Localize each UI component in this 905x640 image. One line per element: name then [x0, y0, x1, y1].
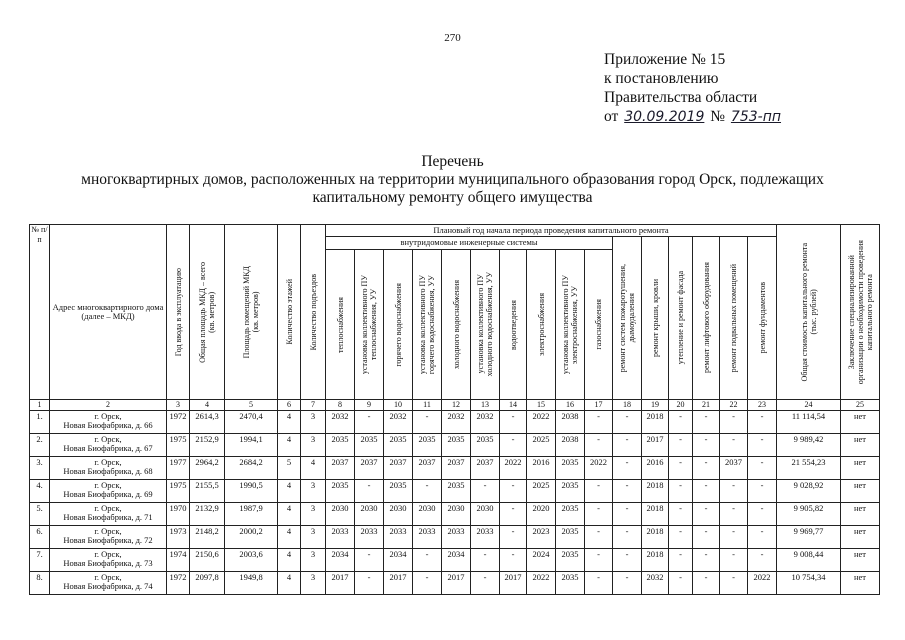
work-year-cell: -: [413, 479, 442, 502]
work-year-cell: -: [693, 433, 720, 456]
row-number-cell: 5.: [30, 502, 50, 525]
work-year-cell: -: [693, 479, 720, 502]
document-title: [60, 153, 845, 207]
work-year-cell: 2037: [471, 456, 500, 479]
entrances-cell: 4: [301, 456, 326, 479]
header-col-19: ремонт крыши, кровли: [642, 237, 669, 400]
header-address: Адрес многоквартирного дома (далее – МКД): [50, 225, 167, 400]
header-col-14: водоотведения: [500, 250, 527, 400]
cost-cell: 9 008,44: [777, 548, 841, 571]
appendix-block: [604, 50, 884, 127]
column-number-row: [30, 400, 880, 411]
floors-cell: 4: [278, 571, 301, 594]
work-year-cell: -: [669, 502, 693, 525]
header-floors: Количество этажей: [278, 225, 301, 400]
work-year-cell: 2016: [642, 456, 669, 479]
work-year-cell: -: [413, 571, 442, 594]
work-year-cell: -: [585, 502, 613, 525]
handwritten-date: 30.09.2019: [624, 109, 705, 125]
appendix-line-1: Приложение № 15: [604, 51, 726, 68]
work-year-cell: -: [720, 410, 748, 433]
cost-cell: 9 905,82: [777, 502, 841, 525]
work-year-cell: -: [613, 433, 642, 456]
work-year-cell: 2017: [442, 571, 471, 594]
work-year-cell: 2034: [384, 548, 413, 571]
work-year-cell: 2018: [642, 548, 669, 571]
header-year: Год ввода в эксплуатацию: [167, 225, 190, 400]
work-year-cell: -: [748, 525, 777, 548]
work-year-cell: -: [355, 571, 384, 594]
work-year-cell: 2022: [527, 571, 556, 594]
address-city: г. Орск,: [94, 479, 122, 490]
table-row: [30, 548, 880, 571]
work-year-cell: -: [669, 456, 693, 479]
work-year-cell: -: [613, 456, 642, 479]
work-year-cell: 2032: [384, 410, 413, 433]
work-year-cell: 2022: [748, 571, 777, 594]
work-year-cell: -: [471, 548, 500, 571]
work-year-cell: -: [748, 410, 777, 433]
column-number-cell: 9: [355, 400, 384, 411]
work-year-cell: 2035: [556, 548, 585, 571]
header-col-15: электроснабжения: [527, 250, 556, 400]
work-year-cell: 2018: [642, 525, 669, 548]
column-number-cell: 22: [720, 400, 748, 411]
work-year-cell: 2018: [642, 502, 669, 525]
work-year-cell: -: [669, 548, 693, 571]
work-year-cell: 2035: [413, 433, 442, 456]
header-col-22: ремонт подвальных помещений: [720, 237, 748, 400]
column-number-cell: 16: [556, 400, 585, 411]
work-year-cell: 2022: [500, 456, 527, 479]
work-year-cell: -: [471, 479, 500, 502]
year-cell: 1972: [167, 410, 190, 433]
work-year-cell: 2017: [642, 433, 669, 456]
header-col-12: холодного водоснабжения: [442, 250, 471, 400]
address-cell: [50, 456, 167, 479]
title-line-2: многоквартирных домов, расположенных на территории муниципального образования город Орск, подлежащих: [81, 171, 824, 188]
address-city: г. Орск,: [94, 525, 122, 536]
work-year-cell: 2035: [326, 433, 355, 456]
work-year-cell: 2034: [442, 548, 471, 571]
premises-area-cell: 2684,2: [225, 456, 278, 479]
column-number-cell: 11: [413, 400, 442, 411]
area-cell: 2152,9: [190, 433, 225, 456]
area-cell: 2150,6: [190, 548, 225, 571]
work-year-cell: 2038: [556, 433, 585, 456]
year-cell: 1974: [167, 548, 190, 571]
header-col-23: ремонт фундаментов: [748, 237, 777, 400]
header-col-11: установка коллективного ПУ горячего водоснабжения, УУ: [413, 250, 442, 400]
number-prefix: №: [710, 108, 726, 125]
work-year-cell: -: [613, 525, 642, 548]
table-row: [30, 479, 880, 502]
work-year-cell: -: [500, 433, 527, 456]
conclusion-cell: нет: [841, 456, 880, 479]
work-year-cell: -: [669, 525, 693, 548]
work-year-cell: -: [500, 548, 527, 571]
work-year-cell: -: [471, 571, 500, 594]
cost-cell: 9 969,77: [777, 525, 841, 548]
work-year-cell: 2025: [527, 479, 556, 502]
header-entrances: Количество подъездов: [301, 225, 326, 400]
work-year-cell: -: [720, 502, 748, 525]
premises-area-cell: 2000,2: [225, 525, 278, 548]
work-year-cell: 2035: [355, 433, 384, 456]
column-number-cell: 12: [442, 400, 471, 411]
work-year-cell: 2035: [471, 433, 500, 456]
column-number-cell: 15: [527, 400, 556, 411]
cost-cell: 9 989,42: [777, 433, 841, 456]
work-year-cell: -: [585, 571, 613, 594]
entrances-cell: 3: [301, 548, 326, 571]
work-year-cell: 2035: [326, 479, 355, 502]
work-year-cell: 2034: [326, 548, 355, 571]
appendix-line-3: Правительства области: [604, 89, 758, 106]
year-cell: 1973: [167, 525, 190, 548]
column-number-cell: 2: [50, 400, 167, 411]
table-body: [30, 410, 880, 594]
work-year-cell: 2022: [527, 410, 556, 433]
column-number-cell: 21: [693, 400, 720, 411]
work-year-cell: 2030: [355, 502, 384, 525]
address-street: Новая Биофабрика, д. 68: [63, 466, 153, 476]
work-year-cell: -: [585, 479, 613, 502]
work-year-cell: 2024: [527, 548, 556, 571]
column-number-cell: 14: [500, 400, 527, 411]
work-year-cell: -: [585, 410, 613, 433]
premises-area-cell: 1949,8: [225, 571, 278, 594]
address-cell: [50, 433, 167, 456]
conclusion-cell: нет: [841, 502, 880, 525]
column-number-cell: 7: [301, 400, 326, 411]
register-table: [29, 224, 880, 595]
work-year-cell: -: [693, 456, 720, 479]
work-year-cell: 2030: [384, 502, 413, 525]
address-city: г. Орск,: [94, 502, 122, 513]
row-number-cell: 1.: [30, 410, 50, 433]
header-area: Общая площадь МКД – всего (кв. метров): [190, 225, 225, 400]
work-year-cell: -: [355, 410, 384, 433]
address-city: г. Орск,: [94, 548, 122, 559]
work-year-cell: -: [748, 433, 777, 456]
address-street: Новая Биофабрика, д. 72: [63, 535, 153, 545]
work-year-cell: 2030: [413, 502, 442, 525]
area-cell: 2155,5: [190, 479, 225, 502]
work-year-cell: -: [748, 479, 777, 502]
work-year-cell: 2032: [442, 410, 471, 433]
premises-area-cell: 1990,5: [225, 479, 278, 502]
cost-cell: 11 114,54: [777, 410, 841, 433]
column-number-cell: 23: [748, 400, 777, 411]
work-year-cell: 2035: [556, 502, 585, 525]
conclusion-cell: нет: [841, 433, 880, 456]
work-year-cell: -: [613, 571, 642, 594]
work-year-cell: -: [613, 410, 642, 433]
address-street: Новая Биофабрика, д. 69: [63, 489, 153, 499]
work-year-cell: 2030: [471, 502, 500, 525]
entrances-cell: 3: [301, 571, 326, 594]
header-col-20: утепление и ремонт фасада: [669, 237, 693, 400]
work-year-cell: -: [669, 571, 693, 594]
premises-area-cell: 2003,6: [225, 548, 278, 571]
work-year-cell: 2033: [384, 525, 413, 548]
work-year-cell: -: [720, 571, 748, 594]
work-year-cell: 2037: [413, 456, 442, 479]
work-year-cell: 2037: [384, 456, 413, 479]
header-premises: Площадь помещений МКД (кв. метров): [225, 225, 278, 400]
address-cell: [50, 410, 167, 433]
table-row: [30, 433, 880, 456]
handwritten-number: 753-пп: [730, 109, 782, 125]
work-year-cell: 2035: [556, 456, 585, 479]
table-row: [30, 410, 880, 433]
area-cell: 2097,8: [190, 571, 225, 594]
header-num: № п/п: [30, 225, 50, 400]
column-number-cell: 8: [326, 400, 355, 411]
header-col-8: теплоснабжения: [326, 250, 355, 400]
area-cell: 2132,9: [190, 502, 225, 525]
work-year-cell: 2033: [413, 525, 442, 548]
work-year-cell: -: [413, 548, 442, 571]
entrances-cell: 3: [301, 433, 326, 456]
year-cell: 1970: [167, 502, 190, 525]
title-line-3: капитальному ремонту общего имущества: [312, 189, 593, 206]
premises-area-cell: 2470,4: [225, 410, 278, 433]
row-number-cell: 4.: [30, 479, 50, 502]
work-year-cell: -: [613, 479, 642, 502]
work-year-cell: 2035: [384, 433, 413, 456]
address-city: г. Орск,: [94, 571, 122, 582]
work-year-cell: -: [720, 433, 748, 456]
address-city: г. Орск,: [94, 433, 122, 444]
column-number-cell: 13: [471, 400, 500, 411]
work-year-cell: -: [720, 548, 748, 571]
conclusion-cell: нет: [841, 571, 880, 594]
header-conclusion: Заключение специализированной организации о необходимости проведения капитального ремонта: [841, 225, 880, 400]
cost-cell: 9 028,92: [777, 479, 841, 502]
row-number-cell: 7.: [30, 548, 50, 571]
table-row: [30, 525, 880, 548]
column-number-cell: 17: [585, 400, 613, 411]
address-cell: [50, 479, 167, 502]
conclusion-cell: нет: [841, 525, 880, 548]
work-year-cell: -: [693, 502, 720, 525]
cost-cell: 21 554,23: [777, 456, 841, 479]
work-year-cell: -: [693, 548, 720, 571]
work-year-cell: 2033: [471, 525, 500, 548]
work-year-cell: -: [669, 479, 693, 502]
year-cell: 1975: [167, 479, 190, 502]
address-street: Новая Биофабрика, д. 71: [63, 512, 153, 522]
work-year-cell: 2037: [355, 456, 384, 479]
date-prefix: от: [604, 108, 619, 125]
work-year-cell: 2035: [442, 479, 471, 502]
table-row: [30, 456, 880, 479]
work-year-cell: -: [693, 571, 720, 594]
work-year-cell: -: [693, 525, 720, 548]
row-number-cell: 8.: [30, 571, 50, 594]
year-cell: 1972: [167, 571, 190, 594]
header-col-10: горячего водоснабжения: [384, 250, 413, 400]
area-cell: 2614,3: [190, 410, 225, 433]
entrances-cell: 3: [301, 410, 326, 433]
work-year-cell: 2018: [642, 410, 669, 433]
appendix-line-4: [604, 107, 884, 127]
table-row: [30, 571, 880, 594]
page-number: 270: [444, 32, 461, 44]
work-year-cell: 2030: [326, 502, 355, 525]
work-year-cell: -: [500, 502, 527, 525]
work-year-cell: 2018: [642, 479, 669, 502]
premises-area-cell: 1987,9: [225, 502, 278, 525]
work-year-cell: -: [585, 433, 613, 456]
work-year-cell: -: [355, 548, 384, 571]
column-number-cell: 6: [278, 400, 301, 411]
work-year-cell: -: [748, 502, 777, 525]
work-year-cell: -: [613, 502, 642, 525]
work-year-cell: -: [720, 525, 748, 548]
work-year-cell: 2035: [556, 571, 585, 594]
column-number-cell: 19: [642, 400, 669, 411]
address-cell: [50, 548, 167, 571]
work-year-cell: -: [613, 548, 642, 571]
appendix-line-2: к постановлению: [604, 70, 719, 87]
address-street: Новая Биофабрика, д. 74: [63, 581, 153, 591]
address-city: г. Орск,: [94, 456, 122, 467]
column-number-cell: 4: [190, 400, 225, 411]
column-number-row: [30, 400, 880, 411]
address-city: г. Орск,: [94, 410, 122, 421]
table-row: [30, 502, 880, 525]
header-col-16: установка коллективного ПУ электроснабжения, УУ: [556, 250, 585, 400]
column-number-cell: 18: [613, 400, 642, 411]
work-year-cell: 2025: [527, 433, 556, 456]
floors-cell: 4: [278, 433, 301, 456]
entrances-cell: 3: [301, 525, 326, 548]
year-cell: 1977: [167, 456, 190, 479]
work-year-cell: -: [720, 479, 748, 502]
address-cell: [50, 502, 167, 525]
work-year-cell: 2017: [384, 571, 413, 594]
header-col-9: установка коллективного ПУ теплоснабжения, УУ: [355, 250, 384, 400]
header-col-21: ремонт лифтового оборудования: [693, 237, 720, 400]
cost-cell: 10 754,34: [777, 571, 841, 594]
conclusion-cell: нет: [841, 479, 880, 502]
premises-area-cell: 1994,1: [225, 433, 278, 456]
header-col-13: установка коллективного ПУ холодного водоснабжения, УУ: [471, 250, 500, 400]
work-year-cell: 2038: [556, 410, 585, 433]
floors-cell: 4: [278, 479, 301, 502]
work-year-cell: 2023: [527, 525, 556, 548]
entrances-cell: 3: [301, 502, 326, 525]
work-year-cell: 2033: [355, 525, 384, 548]
row-number-cell: 3.: [30, 456, 50, 479]
floors-cell: 4: [278, 410, 301, 433]
address-street: Новая Биофабрика, д. 73: [63, 558, 153, 568]
work-year-cell: 2030: [442, 502, 471, 525]
address-street: Новая Биофабрика, д. 67: [63, 443, 153, 453]
work-year-cell: -: [669, 410, 693, 433]
year-cell: 1975: [167, 433, 190, 456]
column-number-cell: 10: [384, 400, 413, 411]
column-number-cell: 3: [167, 400, 190, 411]
floors-cell: 4: [278, 525, 301, 548]
work-year-cell: -: [669, 433, 693, 456]
floors-cell: 5: [278, 456, 301, 479]
work-year-cell: -: [500, 410, 527, 433]
work-year-cell: 2032: [642, 571, 669, 594]
address-cell: [50, 525, 167, 548]
work-year-cell: 2017: [500, 571, 527, 594]
address-street: Новая Биофабрика, д. 66: [63, 420, 153, 430]
work-year-cell: 2032: [471, 410, 500, 433]
floors-cell: 4: [278, 502, 301, 525]
work-year-cell: 2035: [556, 525, 585, 548]
work-year-cell: 2033: [326, 525, 355, 548]
work-year-cell: 2037: [442, 456, 471, 479]
column-number-cell: 25: [841, 400, 880, 411]
work-year-cell: -: [748, 456, 777, 479]
header-col-18: ремонт систем пожаротушения, дымоудаления: [613, 237, 642, 400]
column-number-cell: 24: [777, 400, 841, 411]
work-year-cell: 2035: [556, 479, 585, 502]
work-year-cell: 2022: [585, 456, 613, 479]
area-cell: 2964,2: [190, 456, 225, 479]
header-plan: Плановый год начала периода проведения капитального ремонта: [326, 225, 777, 237]
column-number-cell: 1: [30, 400, 50, 411]
work-year-cell: 2035: [442, 433, 471, 456]
header-cost: Общая стоимость капитального ремонта (тыс. рублей): [777, 225, 841, 400]
header-systems: внутридомовые инженерные системы: [326, 237, 613, 250]
conclusion-cell: нет: [841, 410, 880, 433]
work-year-cell: 2017: [326, 571, 355, 594]
row-number-cell: 6.: [30, 525, 50, 548]
work-year-cell: -: [585, 548, 613, 571]
work-year-cell: 2020: [527, 502, 556, 525]
work-year-cell: 2037: [720, 456, 748, 479]
work-year-cell: 2033: [442, 525, 471, 548]
work-year-cell: 2032: [326, 410, 355, 433]
work-year-cell: -: [500, 479, 527, 502]
column-number-cell: 5: [225, 400, 278, 411]
work-year-cell: -: [355, 479, 384, 502]
work-year-cell: -: [585, 525, 613, 548]
work-year-cell: 2035: [384, 479, 413, 502]
title-line-1: Перечень: [421, 153, 484, 170]
header-col-17: газоснабжения: [585, 250, 613, 400]
work-year-cell: 2016: [527, 456, 556, 479]
address-cell: [50, 571, 167, 594]
work-year-cell: 2037: [326, 456, 355, 479]
work-year-cell: -: [693, 410, 720, 433]
conclusion-cell: нет: [841, 548, 880, 571]
work-year-cell: -: [413, 410, 442, 433]
table-header: [30, 225, 880, 400]
column-number-cell: 20: [669, 400, 693, 411]
entrances-cell: 3: [301, 479, 326, 502]
work-year-cell: -: [500, 525, 527, 548]
area-cell: 2148,2: [190, 525, 225, 548]
row-number-cell: 2.: [30, 433, 50, 456]
work-year-cell: -: [748, 548, 777, 571]
floors-cell: 4: [278, 548, 301, 571]
